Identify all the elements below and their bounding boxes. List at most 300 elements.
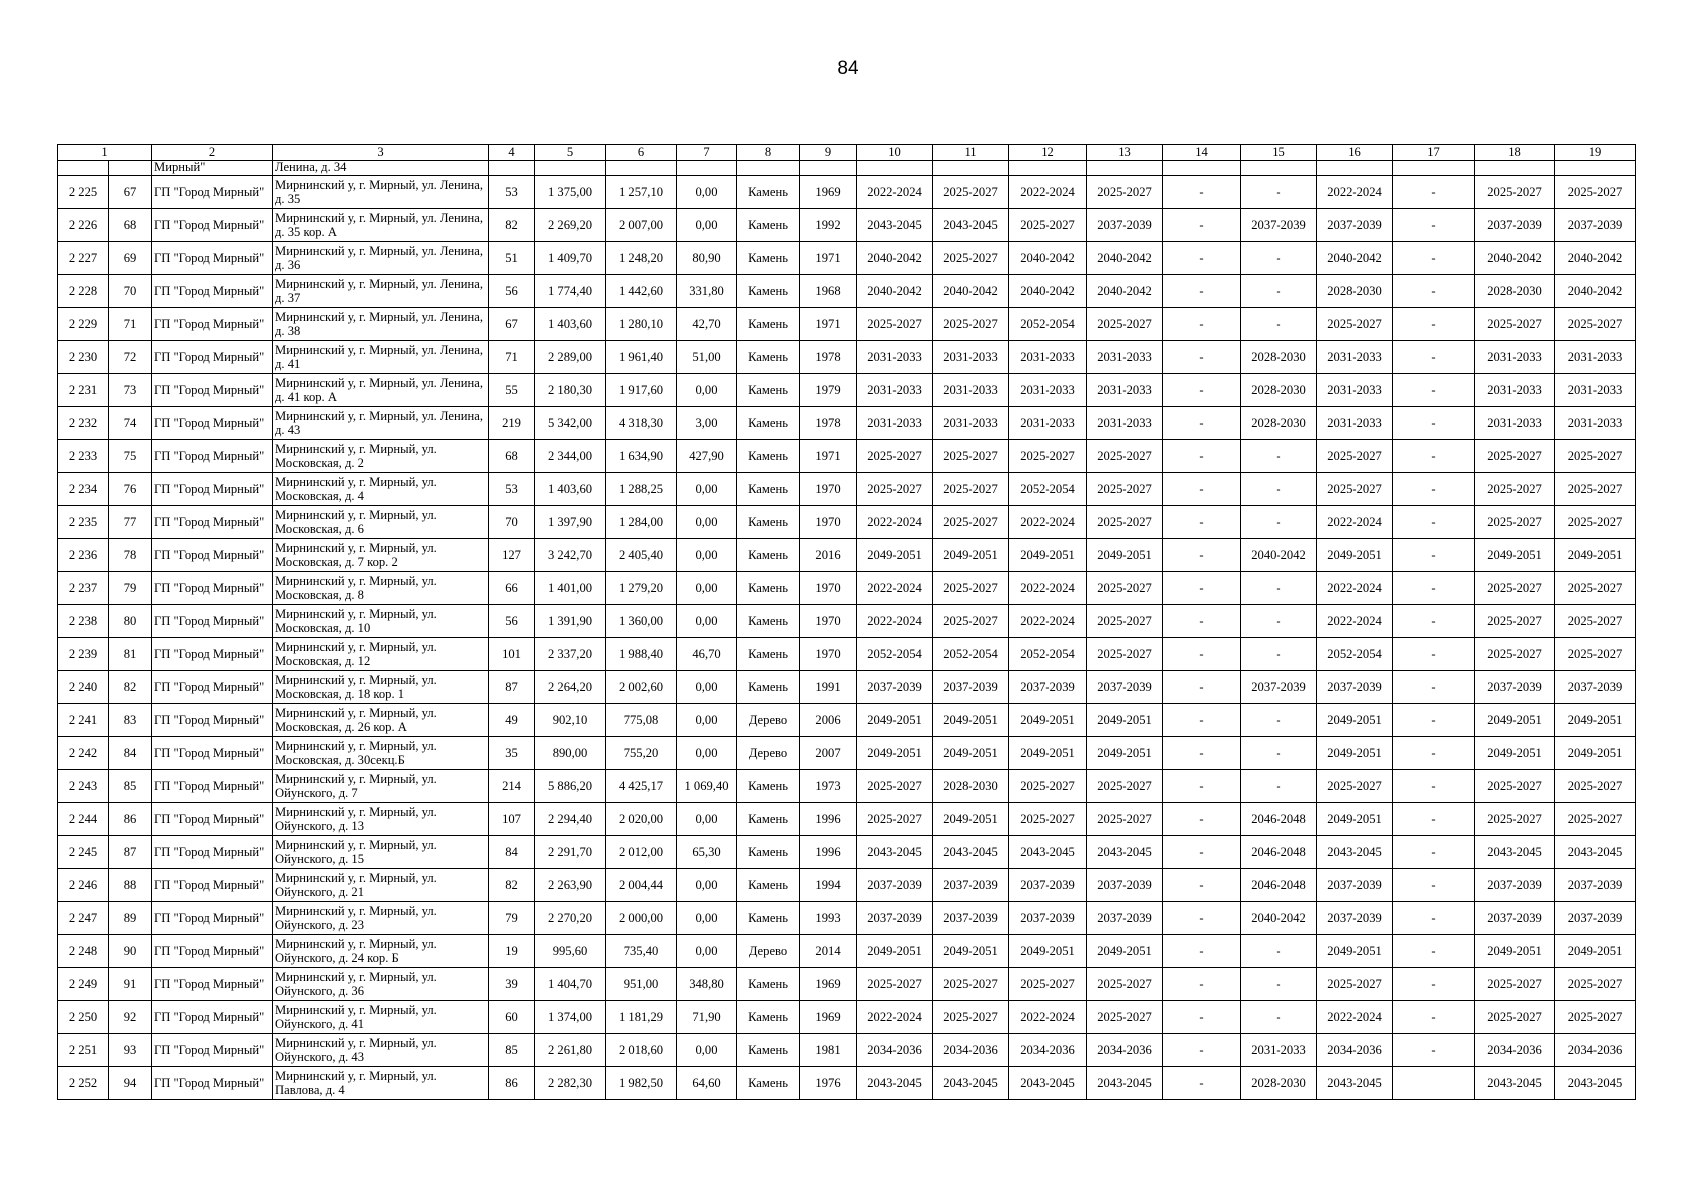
table-cell: 49 [489, 704, 535, 737]
table-cell: 2049-2051 [1555, 737, 1636, 770]
table-cell: 1993 [800, 902, 857, 935]
table-cell: 0,00 [677, 737, 737, 770]
table-cell: Мирнинский у, г. Мирный, ул. Московская, д. 6 [273, 506, 489, 539]
table-cell: - [1163, 704, 1241, 737]
table-cell: ГП "Город Мирный" [152, 407, 273, 440]
table-cell: - [1393, 242, 1475, 275]
table-cell: 2037-2039 [1009, 671, 1087, 704]
table-cell: 2031-2033 [1317, 407, 1393, 440]
table-cell: 5 342,00 [535, 407, 606, 440]
table-cell: - [1241, 308, 1317, 341]
table-cell: 2031-2033 [1475, 407, 1555, 440]
table-cell: 4 318,30 [606, 407, 677, 440]
table-cell: 2037-2039 [1475, 671, 1555, 704]
table-cell: 0,00 [677, 704, 737, 737]
table-cell: - [1393, 935, 1475, 968]
table-cell: 2049-2051 [1009, 539, 1087, 572]
table-cell: 1973 [800, 770, 857, 803]
table-cell: 2043-2045 [1317, 836, 1393, 869]
table-cell: 2028-2030 [1241, 374, 1317, 407]
table-cell: 80 [109, 605, 152, 638]
table-cell: Камень [737, 902, 800, 935]
table-cell: 2031-2033 [1475, 341, 1555, 374]
table-cell: 0,00 [677, 176, 737, 209]
table-cell: 76 [109, 473, 152, 506]
table-cell: 2025-2027 [933, 572, 1009, 605]
column-header: 17 [1393, 145, 1475, 161]
table-cell: 2049-2051 [1475, 539, 1555, 572]
table-cell: 2037-2039 [1317, 902, 1393, 935]
table-cell: 2022-2024 [1317, 605, 1393, 638]
table-cell: 2022-2024 [1317, 1001, 1393, 1034]
table-cell: 86 [489, 1067, 535, 1100]
table-cell: 2025-2027 [1009, 440, 1087, 473]
table-cell: 2052-2054 [1009, 638, 1087, 671]
table-cell: Мирнинский у, г. Мирный, ул. Ленина, д. 41 [273, 341, 489, 374]
table-cell: 2025-2027 [1087, 1001, 1163, 1034]
table-cell: 2037-2039 [933, 902, 1009, 935]
table-cell: 2 226 [58, 209, 109, 242]
table-cell [606, 161, 677, 176]
table-cell: 2025-2027 [1087, 176, 1163, 209]
table-cell: 3 242,70 [535, 539, 606, 572]
column-header: 2 [152, 145, 273, 161]
table-cell: 2025-2027 [933, 968, 1009, 1001]
table-cell: Камень [737, 1067, 800, 1100]
table-cell: Мирнинский у, г. Мирный, ул. Ленина, д. 37 [273, 275, 489, 308]
table-cell: - [1241, 770, 1317, 803]
table-cell: 1996 [800, 836, 857, 869]
table-cell: - [1163, 803, 1241, 836]
table-cell: 2 236 [58, 539, 109, 572]
table-cell: 67 [109, 176, 152, 209]
table-cell: 81 [109, 638, 152, 671]
column-header: 5 [535, 145, 606, 161]
table-cell: 995,60 [535, 935, 606, 968]
table-cell: Мирнинский у, г. Мирный, ул. Московская, д. 18 кор. 1 [273, 671, 489, 704]
table-cell: - [1163, 1067, 1241, 1100]
table-row [58, 242, 1636, 275]
table-cell: - [1393, 638, 1475, 671]
table-cell: 2049-2051 [857, 737, 933, 770]
table-cell: 2049-2051 [1475, 935, 1555, 968]
table-cell: - [1241, 176, 1317, 209]
table-cell: - [1393, 374, 1475, 407]
table-cell: 1 288,25 [606, 473, 677, 506]
table-cell: 2 235 [58, 506, 109, 539]
table-cell: - [1393, 209, 1475, 242]
table-cell: 890,00 [535, 737, 606, 770]
table-cell: 2 270,20 [535, 902, 606, 935]
table-cell: 2 012,00 [606, 836, 677, 869]
table-cell: - [1393, 605, 1475, 638]
table-cell: 1 442,60 [606, 275, 677, 308]
table-cell: 1970 [800, 473, 857, 506]
table-cell: Мирнинский у, г. Мирный, ул. Московская, д. 10 [273, 605, 489, 638]
table-cell: 66 [489, 572, 535, 605]
table-cell: 2 233 [58, 440, 109, 473]
table-cell: 2006 [800, 704, 857, 737]
table-cell: 2025-2027 [1555, 803, 1636, 836]
table-cell: 0,00 [677, 671, 737, 704]
table-cell: 214 [489, 770, 535, 803]
table-cell: 87 [489, 671, 535, 704]
table-cell: - [1241, 638, 1317, 671]
table-cell: Мирнинский у, г. Мирный, ул. Московская, д. 26 кор. А [273, 704, 489, 737]
table-cell: 2014 [800, 935, 857, 968]
table-cell: 2028-2030 [1241, 1067, 1317, 1100]
table-cell: Камень [737, 539, 800, 572]
table-cell: - [1241, 605, 1317, 638]
table-cell: 2025-2027 [1475, 638, 1555, 671]
table-cell: 427,90 [677, 440, 737, 473]
table-row [58, 869, 1636, 902]
table-cell: 1 069,40 [677, 770, 737, 803]
table-cell: 2025-2027 [1475, 473, 1555, 506]
table-cell: 2037-2039 [1317, 671, 1393, 704]
table-cell: 2043-2045 [1555, 1067, 1636, 1100]
table-row [58, 506, 1636, 539]
table-cell: 2025-2027 [933, 308, 1009, 341]
column-header: 10 [857, 145, 933, 161]
table-cell: 1968 [800, 275, 857, 308]
table-cell: ГП "Город Мирный" [152, 1034, 273, 1067]
table-cell: 2040-2042 [1087, 242, 1163, 275]
table-cell: Мирнинский у, г. Мирный, ул. Ойунского, д. 24 кор. Б [273, 935, 489, 968]
table-cell: 2025-2027 [1475, 770, 1555, 803]
table-row [58, 176, 1636, 209]
table-cell: 101 [489, 638, 535, 671]
table-cell: 2025-2027 [857, 803, 933, 836]
table-cell: 2 282,30 [535, 1067, 606, 1100]
table-row [58, 770, 1636, 803]
table-cell: 2049-2051 [1087, 737, 1163, 770]
table-cell [1241, 161, 1317, 176]
table-cell: 1996 [800, 803, 857, 836]
table-cell: 2031-2033 [1009, 341, 1087, 374]
table-cell: 1970 [800, 605, 857, 638]
table-cell: 78 [109, 539, 152, 572]
table-cell: 2031-2033 [1317, 374, 1393, 407]
table-cell: 79 [109, 572, 152, 605]
table-cell: 2025-2027 [1555, 440, 1636, 473]
table-cell: 2043-2045 [933, 836, 1009, 869]
table-cell: 2049-2051 [1317, 803, 1393, 836]
table-cell: 2049-2051 [857, 704, 933, 737]
table-cell: 1 391,90 [535, 605, 606, 638]
table-cell: 2025-2027 [1009, 803, 1087, 836]
table-cell: 2052-2054 [1317, 638, 1393, 671]
table-cell: 2 247 [58, 902, 109, 935]
table-cell: ГП "Город Мирный" [152, 341, 273, 374]
table-cell: - [1393, 572, 1475, 605]
table-cell: - [1163, 572, 1241, 605]
table-cell: 2049-2051 [1009, 935, 1087, 968]
table-cell: 2022-2024 [1317, 506, 1393, 539]
table-cell: 3,00 [677, 407, 737, 440]
table-cell: 2025-2027 [933, 605, 1009, 638]
table-cell: 2025-2027 [1087, 605, 1163, 638]
table-cell: 2049-2051 [857, 935, 933, 968]
table-cell: 2037-2039 [1555, 671, 1636, 704]
table-cell: - [1393, 671, 1475, 704]
table-cell: 2025-2027 [1317, 968, 1393, 1001]
table-cell: 2049-2051 [1555, 539, 1636, 572]
table-cell: 72 [109, 341, 152, 374]
table-cell: 1 284,00 [606, 506, 677, 539]
table-cell: Камень [737, 275, 800, 308]
table-cell [1009, 161, 1087, 176]
table-cell: 2049-2051 [1009, 737, 1087, 770]
table-cell: 1 774,40 [535, 275, 606, 308]
table-cell: 2025-2027 [1317, 770, 1393, 803]
table-cell: 1978 [800, 341, 857, 374]
table-cell: 331,80 [677, 275, 737, 308]
table-cell: 2025-2027 [1475, 1001, 1555, 1034]
table-cell: 2025-2027 [1555, 572, 1636, 605]
table-cell: 4 425,17 [606, 770, 677, 803]
table-cell: 2 246 [58, 869, 109, 902]
table-cell: 2037-2039 [1009, 902, 1087, 935]
table-cell: 2025-2027 [1009, 209, 1087, 242]
table-cell: Камень [737, 176, 800, 209]
table-cell: - [1241, 572, 1317, 605]
table-cell: 2028-2030 [1241, 407, 1317, 440]
page-number: 84 [837, 58, 859, 79]
table-cell: - [1241, 968, 1317, 1001]
table-cell: 2046-2048 [1241, 869, 1317, 902]
table-cell: 1 961,40 [606, 341, 677, 374]
table-cell: Камень [737, 770, 800, 803]
table-cell: 2022-2024 [1317, 572, 1393, 605]
table-cell: 2025-2027 [1555, 638, 1636, 671]
table-cell: 0,00 [677, 869, 737, 902]
table-cell: 2043-2045 [857, 1067, 933, 1100]
table-cell: 87 [109, 836, 152, 869]
table-cell: 2034-2036 [1555, 1034, 1636, 1067]
table-cell: 2 243 [58, 770, 109, 803]
table-cell: 2031-2033 [933, 407, 1009, 440]
table-cell: 2031-2033 [1009, 374, 1087, 407]
table-cell: 2 240 [58, 671, 109, 704]
table-cell: 2025-2027 [1087, 770, 1163, 803]
table-cell: 2031-2033 [1555, 374, 1636, 407]
table-cell: 2025-2027 [1555, 176, 1636, 209]
table-cell: 2034-2036 [1475, 1034, 1555, 1067]
table-cell: 84 [489, 836, 535, 869]
table-cell: - [1393, 341, 1475, 374]
table-cell: 75 [109, 440, 152, 473]
table-cell: 2031-2033 [1087, 374, 1163, 407]
table-cell: 2025-2027 [1317, 308, 1393, 341]
table-row [58, 440, 1636, 473]
table-cell: 2022-2024 [857, 506, 933, 539]
table-cell: 1 634,90 [606, 440, 677, 473]
table-cell: 0,00 [677, 935, 737, 968]
table-cell: 348,80 [677, 968, 737, 1001]
table-cell: 2043-2045 [857, 209, 933, 242]
table-cell: 2037-2039 [1087, 902, 1163, 935]
table-cell: 0,00 [677, 803, 737, 836]
table-cell: 2028-2030 [1475, 275, 1555, 308]
table-cell [857, 161, 933, 176]
table-cell: 2043-2045 [1475, 1067, 1555, 1100]
table-cell: 1971 [800, 440, 857, 473]
table-cell: 2025-2027 [1087, 506, 1163, 539]
table-cell: 88 [109, 869, 152, 902]
table-row [58, 737, 1636, 770]
table-cell: 2052-2054 [1009, 473, 1087, 506]
table-cell: ГП "Город Мирный" [152, 275, 273, 308]
table-cell: ГП "Город Мирный" [152, 671, 273, 704]
table-cell: 2037-2039 [1475, 869, 1555, 902]
table-cell: 1 404,70 [535, 968, 606, 1001]
table-row [58, 968, 1636, 1001]
table-cell: 1 181,29 [606, 1001, 677, 1034]
table-cell: 2 344,00 [535, 440, 606, 473]
table-cell: ГП "Город Мирный" [152, 836, 273, 869]
table-cell: 2025-2027 [857, 473, 933, 506]
table-cell: 70 [489, 506, 535, 539]
table-cell: 2031-2033 [857, 341, 933, 374]
table-cell: Мирнинский у, г. Мирный, ул. Ойунского, д. 21 [273, 869, 489, 902]
table-cell: - [1241, 275, 1317, 308]
table-cell: 2025-2027 [1555, 605, 1636, 638]
table-cell: 2 180,30 [535, 374, 606, 407]
table-cell: 1970 [800, 572, 857, 605]
table-cell: ГП "Город Мирный" [152, 1067, 273, 1100]
table-cell: 2037-2039 [1009, 869, 1087, 902]
table-cell: - [1241, 473, 1317, 506]
table-cell: - [1393, 506, 1475, 539]
table-cell [1393, 161, 1475, 176]
column-header: 16 [1317, 145, 1393, 161]
table-cell: 1991 [800, 671, 857, 704]
table-cell: - [1241, 737, 1317, 770]
table-cell: 70 [109, 275, 152, 308]
table-cell: Камень [737, 308, 800, 341]
table-cell: 2040-2042 [857, 242, 933, 275]
table-cell: - [1241, 506, 1317, 539]
table-cell: 2 337,20 [535, 638, 606, 671]
table-cell: 2031-2033 [1317, 341, 1393, 374]
table-cell: Камень [737, 572, 800, 605]
table-cell: 69 [109, 242, 152, 275]
table-cell: 0,00 [677, 506, 737, 539]
table-cell: 2043-2045 [1009, 836, 1087, 869]
table-row [58, 803, 1636, 836]
table-cell: 2025-2027 [1555, 770, 1636, 803]
table-cell: 2049-2051 [1317, 539, 1393, 572]
table-cell: 68 [109, 209, 152, 242]
table-cell: Мирнинский у, г. Мирный, ул. Ленина, д. 43 [273, 407, 489, 440]
table-cell: 2037-2039 [1087, 209, 1163, 242]
table-cell: 2049-2051 [1317, 737, 1393, 770]
table-cell: - [1393, 836, 1475, 869]
table-cell: 2046-2048 [1241, 836, 1317, 869]
table-cell: Дерево [737, 737, 800, 770]
table-cell: 94 [109, 1067, 152, 1100]
table-cell: 1 360,00 [606, 605, 677, 638]
table-cell: 2028-2030 [1317, 275, 1393, 308]
table-cell: 1969 [800, 1001, 857, 1034]
table-row [58, 539, 1636, 572]
table-cell: - [1393, 440, 1475, 473]
table-cell: 2037-2039 [857, 902, 933, 935]
table-cell: - [1163, 902, 1241, 935]
table-cell: Камень [737, 803, 800, 836]
table-cell: 2 251 [58, 1034, 109, 1067]
table-cell: 2 225 [58, 176, 109, 209]
table-cell: 2049-2051 [933, 935, 1009, 968]
table-cell: 219 [489, 407, 535, 440]
table-cell: Камень [737, 605, 800, 638]
table-cell: 2031-2033 [1241, 1034, 1317, 1067]
table-cell: ГП "Город Мирный" [152, 539, 273, 572]
table-cell: 2022-2024 [857, 605, 933, 638]
table-cell: - [1163, 176, 1241, 209]
table-cell: Мирнинский у, г. Мирный, ул. Московская, д. 4 [273, 473, 489, 506]
table-cell: 1 403,60 [535, 308, 606, 341]
table-cell: 0,00 [677, 209, 737, 242]
table-cell: 2049-2051 [1317, 704, 1393, 737]
table-cell: Мирнинский у, г. Мирный, ул. Ойунского, д. 7 [273, 770, 489, 803]
table-cell: 56 [489, 605, 535, 638]
table-cell: 2 405,40 [606, 539, 677, 572]
table-cell: - [1163, 374, 1241, 407]
table-cell: 2037-2039 [933, 671, 1009, 704]
table-cell: ГП "Город Мирный" [152, 572, 273, 605]
table-cell: 1 279,20 [606, 572, 677, 605]
table-cell: - [1163, 638, 1241, 671]
table-cell: 2016 [800, 539, 857, 572]
table-cell: - [1163, 242, 1241, 275]
table-cell: 2 229 [58, 308, 109, 341]
table-cell: - [1163, 869, 1241, 902]
table-cell: 35 [489, 737, 535, 770]
table-cell: 1970 [800, 506, 857, 539]
table-cell: 1994 [800, 869, 857, 902]
table-cell: - [1393, 407, 1475, 440]
table-cell: 2025-2027 [1475, 506, 1555, 539]
table-cell: 2049-2051 [1555, 704, 1636, 737]
table-cell: Мирный" [152, 161, 273, 176]
table-cell: 2049-2051 [1087, 704, 1163, 737]
table-cell: 2049-2051 [1475, 704, 1555, 737]
table-cell: 2 249 [58, 968, 109, 1001]
column-header: 1 [58, 145, 152, 161]
table-cell: Дерево [737, 935, 800, 968]
table-row [58, 374, 1636, 407]
table-cell: 2037-2039 [857, 869, 933, 902]
table-cell: - [1163, 473, 1241, 506]
table-row [58, 572, 1636, 605]
table-cell [1317, 161, 1393, 176]
table-cell: - [1393, 275, 1475, 308]
table-cell: ГП "Город Мирный" [152, 242, 273, 275]
table-cell: 1 982,50 [606, 1067, 677, 1100]
table-cell: 2028-2030 [1241, 341, 1317, 374]
table-cell: 93 [109, 1034, 152, 1067]
table-cell: 2 245 [58, 836, 109, 869]
table-cell: ГП "Город Мирный" [152, 209, 273, 242]
table-cell: 2043-2045 [933, 1067, 1009, 1100]
table-cell: 2025-2027 [857, 308, 933, 341]
table-cell: Мирнинский у, г. Мирный, ул. Ленина, д. 38 [273, 308, 489, 341]
table-cell [58, 161, 109, 176]
table-cell: - [1393, 737, 1475, 770]
table-cell: ГП "Город Мирный" [152, 704, 273, 737]
